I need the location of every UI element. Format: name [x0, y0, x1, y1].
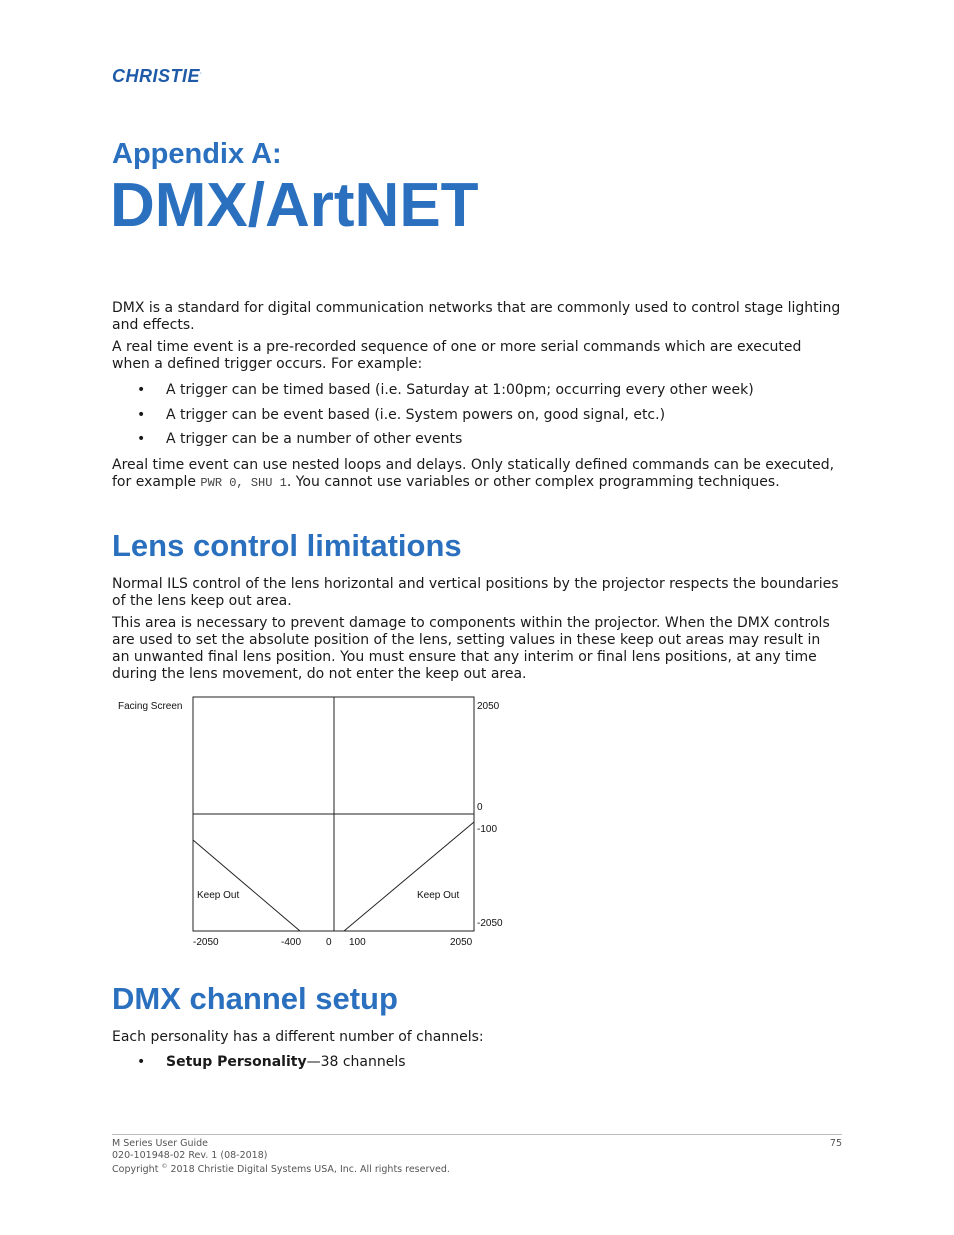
x-tick-label: -400 [281, 937, 302, 948]
x-tick-label: 0 [326, 937, 332, 948]
lens-heading: Lens control limitations [112, 528, 462, 563]
personality-detail: —38 channels [306, 1054, 406, 1070]
footer-divider [112, 1134, 842, 1135]
logo-mark: · [200, 71, 203, 77]
personality-bullet [166, 1054, 406, 1071]
logo-text: CHRISTIE [112, 66, 201, 86]
code-example: PWR 0, SHU 1 [200, 476, 287, 490]
intro-paragraph-2: A real time event is a pre-recorded sequence of one or more serial commands which are executed when a defined trigger occurs. For example: [112, 339, 802, 372]
p3-line1: Areal time event can use nested loops and delays. Only statically defined commands can be executed, [112, 457, 835, 473]
intro-paragraph-3 [112, 457, 842, 492]
intro-paragraph-1: DMX is a standard for digital communication networks that are commonly used to control stage lighting and effects. [112, 300, 841, 333]
keep-out-right-label: Keep Out [417, 890, 460, 901]
lens-paragraph-1: Normal ILS control of the lens horizontal and vertical positions by the projector respects the boundaries of the lens keep out area. [112, 576, 839, 609]
footer-copyright [112, 1161, 450, 1176]
copyright-symbol: © [161, 1163, 168, 1170]
bullet-glyph: • [137, 431, 146, 447]
dmx-paragraph-1: Each personality has a different number of channels: [112, 1029, 484, 1045]
christie-logo [112, 66, 202, 87]
page-number: 75 [829, 1138, 842, 1149]
keep-out-left-boundary [193, 840, 300, 931]
footer-revision: 020-101948-02 Rev. 1 (08-2018) [112, 1149, 268, 1161]
keep-out-right-boundary [344, 822, 474, 931]
x-tick-label: 2050 [450, 937, 473, 948]
x-tick-label: -2050 [193, 937, 219, 948]
copyright-text: 2018 Christie Digital Systems USA, Inc. All rights reserved. [167, 1164, 450, 1176]
footer-guide-title: M Series User Guide [112, 1138, 209, 1149]
lens-paragraph-2: This area is necessary to prevent damage to components within the projector. When the DMX controls are used to set the absolute position of the lens, setting values in these keep out areas may result in an unwanted final lens position. You must ensure that any interim or final lens positions, at any time during the lens movement, do not enter the keep out area. [112, 615, 830, 682]
y-tick-label: 2050 [477, 701, 500, 712]
copyright-prefix: Copyright [112, 1164, 162, 1176]
appendix-label: Appendix A: [112, 138, 282, 170]
trigger-bullet-1: A trigger can be timed based (i.e. Saturday at 1:00pm; occurring every other week) [166, 382, 754, 398]
trigger-bullet-3: A trigger can be a number of other events [166, 431, 463, 447]
bullet-glyph: • [137, 382, 146, 398]
p3-post: . You cannot use variables or other complex programming techniques. [286, 474, 780, 490]
y-tick-label: -2050 [477, 918, 503, 929]
y-tick-label: -100 [477, 824, 498, 835]
bullet-glyph: • [137, 1054, 146, 1070]
dmx-heading: DMX channel setup [112, 981, 398, 1016]
p3-pre: for example [112, 474, 196, 490]
x-tick-label: 100 [349, 937, 366, 948]
keep-out-left-label: Keep Out [197, 890, 240, 901]
page-title: DMX/ArtNET [110, 171, 479, 240]
bullet-glyph: • [137, 407, 146, 423]
footer [112, 1138, 450, 1176]
personality-name: Setup Personality [166, 1054, 307, 1070]
facing-screen-label: Facing Screen [118, 701, 183, 712]
trigger-bullet-2: A trigger can be event based (i.e. System powers on, good signal, etc.) [166, 407, 666, 423]
y-tick-label: 0 [477, 802, 483, 813]
keep-out-diagram [110, 690, 520, 950]
